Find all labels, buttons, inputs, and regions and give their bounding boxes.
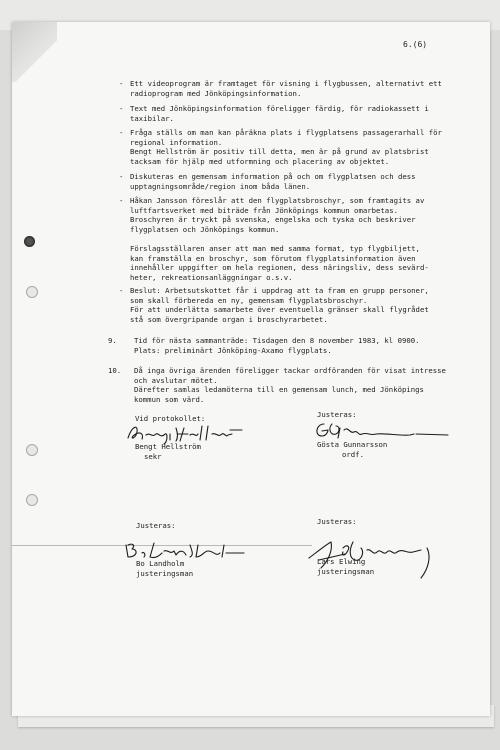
bullet-dash: - — [119, 172, 124, 181]
punch-hole-icon — [24, 236, 35, 247]
bullet-hakan: Håkan Jansson föreslår att den flygplatsbroschyr, som framtagits av luftfartsverket med biträde från Jönköpings kommun omarbetas. Broschyren är tryckt på svenska, engelska och tyska och beskriver flygplatsen och Jönköpings kommun. Förslagsställaren anser att man med samma format, typ flygbiljett, kan framställa en broschyr, som förutom flygplatsinformation även innehåller uppgifter om hela regionen, dess näringsliv, dess sevärd- heter, rekreationsanläggningar o.s.v. — [130, 196, 429, 282]
bullet-dash: - — [119, 79, 124, 88]
document-page — [12, 22, 490, 716]
punch-hole-icon — [26, 494, 38, 506]
signatory-name: Bengt Hellström — [135, 442, 201, 451]
signatory-role: ordf. — [342, 450, 364, 459]
bullet-text: Text med Jönköpingsinformation föreligger färdig, för radiokassett i taxibilar. — [130, 104, 429, 123]
bullet-beslut: Beslut: Arbetsutskottet får i uppdrag att ta fram en grupp personer, som skall förbereda en ny, gemensam flygplatsbroschyr. För att underlätta samarbete över eventuella gränser skall flygrådet stå som övergripande organ i broschyrarbetet. — [130, 286, 429, 324]
page-number: 6.(6) — [403, 40, 428, 49]
signatory-name: Bo Landholm — [136, 559, 185, 568]
item-9-text: Tid för nästa sammanträde: Tisdagen den 8 november 1983, kl 0900. Plats: preliminärt Jönköping-Axamo flygplats. — [134, 336, 420, 355]
item-number: 10. — [108, 366, 122, 375]
punch-hole-icon — [26, 444, 38, 456]
punch-hole-icon — [26, 286, 38, 298]
bullet-dash: - — [119, 104, 124, 113]
signature-caption: Justeras: — [136, 521, 176, 530]
bullet-dash: - — [119, 196, 124, 205]
signatory-name: Lars Elwing — [317, 557, 366, 566]
handwritten-signature — [310, 418, 450, 442]
item-10-text: Då inga övriga ärenden föreligger tackar ordföranden för visat intresse och avslutar mötet. Därefter samlas ledamöterna till en gemensam lunch, med Jönköpings kommun som värd. — [134, 366, 446, 404]
signature-caption: Justeras: — [317, 517, 357, 526]
bullet-dash: - — [119, 128, 124, 137]
bullet-diskuteras: Diskuteras en gemensam information på och om flygplatsen och dess upptagningsområde/region inom båda länen. — [130, 172, 416, 191]
bullet-dash: - — [119, 286, 124, 295]
signatory-role: justeringsman — [317, 567, 375, 576]
bullet-fraga: Fråga ställs om man kan påräkna plats i flygplatsens passagerarhall för regional information. Bengt Hellström är positiv till detta, men är på grund av platsbrist tacksam för hjälp med utformning och placering av objektet. — [130, 128, 442, 166]
signatory-role: justeringsman — [136, 569, 194, 578]
signatory-role: sekr — [144, 452, 162, 461]
signature-caption: Justeras: — [317, 410, 357, 419]
signature-caption: Vid protokollet: — [135, 414, 206, 423]
bullet-video: Ett videoprogram är framtaget för visning i flygbussen, alternativt ett radioprogram med Jönköpingsinformation. — [130, 79, 442, 98]
signatory-name: Gösta Gunnarsson — [317, 440, 388, 449]
item-number: 9. — [108, 336, 117, 345]
page-corner-curl — [12, 22, 57, 82]
